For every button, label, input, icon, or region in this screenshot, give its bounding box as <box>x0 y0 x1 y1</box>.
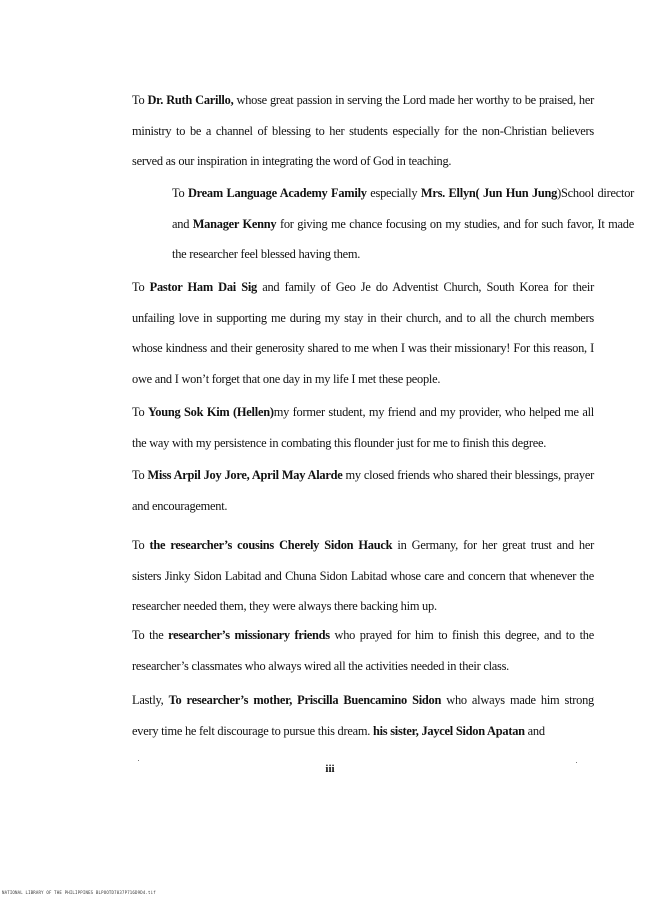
page-number: iii <box>325 763 335 775</box>
paragraph-researcher-mother <box>120 685 594 746</box>
text-run: for giving me chance focusing on my studies, and for such favor, It made the researcher feel blessed having them. <box>172 216 634 261</box>
paragraph-young-sok-kim <box>120 397 594 458</box>
text-run: my closed friends who shared their blessings, prayer and encouragement. <box>132 468 594 513</box>
text-run: To <box>132 405 148 419</box>
library-scan-stamp: NATIONAL LIBRARY OF THE PHILIPPINES BLPOOTD7037P716D9D4.tif <box>2 890 156 895</box>
scan-speck <box>576 762 577 763</box>
bold-name-run: Manager Kenny <box>192 216 277 231</box>
bold-name-run: Dr. Ruth Carillo, <box>147 93 234 107</box>
paragraph-pastor-ham-dai-sig <box>120 272 594 394</box>
bold-name-run: his sister, Jaycel Sidon Apatan <box>372 723 525 738</box>
bold-name-run: Miss Arpil Joy Jore, April May Alarde <box>147 468 343 482</box>
bold-name-run: Young Sok Kim (Hellen) <box>147 405 274 419</box>
paragraph-researcher-cousins <box>120 530 594 622</box>
text-run: To <box>132 468 148 482</box>
text-run: Lastly, <box>132 693 169 707</box>
bold-name-run: Pastor Ham Dai Sig <box>149 280 257 294</box>
paragraph-arpil-joy-jore <box>120 460 594 521</box>
text-run: who always made him strong every time he felt discourage to pursue this dream. <box>132 693 594 738</box>
text-run: especially <box>366 186 421 200</box>
text-run: in Germany, for her great trust and her sisters Jinky Sidon Labitad and Chuna Sidon Labitad whose care and concern that whenever the researcher needed them, they were always there backing him up. <box>132 538 594 613</box>
text-run: and family of Geo Je do Adventist Church, South Korea for their unfailing love in supporting me during my stay in their church, and to all the church members whose kindness and their generosity shared to me when I was their missionary! For this reason, I owe and I won’t forget that one day in my life I met these people. <box>132 280 594 386</box>
bold-name-run: researcher’s missionary friends <box>168 628 330 642</box>
paragraph-dr-ruth-carillo <box>120 85 594 177</box>
text-run: whose great passion in serving the Lord made her worthy to be praised, her ministry to be a channel of blessing to her students especially for the non-Christian believers served as our inspiration in integrating the word of God in teaching. <box>132 93 594 168</box>
text-run: To <box>132 280 150 294</box>
paragraph-dream-language-academy <box>120 178 634 270</box>
text-run: To the <box>132 628 169 642</box>
paragraph-missionary-friends <box>120 620 594 681</box>
text-run: To <box>132 538 150 552</box>
text-run: To <box>132 93 148 107</box>
bold-name-run: Dream Language Academy Family <box>187 186 367 200</box>
bold-name-run: the researcher’s cousins Cherely Sidon Hauck <box>149 538 393 552</box>
text-run: who prayed for him to finish this degree, and to the researcher’s classmates who always wired all the activities needed in their class. <box>132 628 594 673</box>
text-run: and <box>524 723 545 738</box>
text-run: my former student, my friend and my provider, who helped me all the way with my persistence in combating this flounder just for me to finish this degree. <box>132 405 594 450</box>
scan-speck <box>138 760 139 761</box>
bold-name-run: Mrs. Ellyn( Jun Hun Jung <box>420 186 558 200</box>
bold-name-run: To researcher’s mother, Priscilla Buencamino Sidon <box>168 693 442 707</box>
text-run: )School director and <box>172 186 635 231</box>
text-run: To <box>172 186 188 200</box>
